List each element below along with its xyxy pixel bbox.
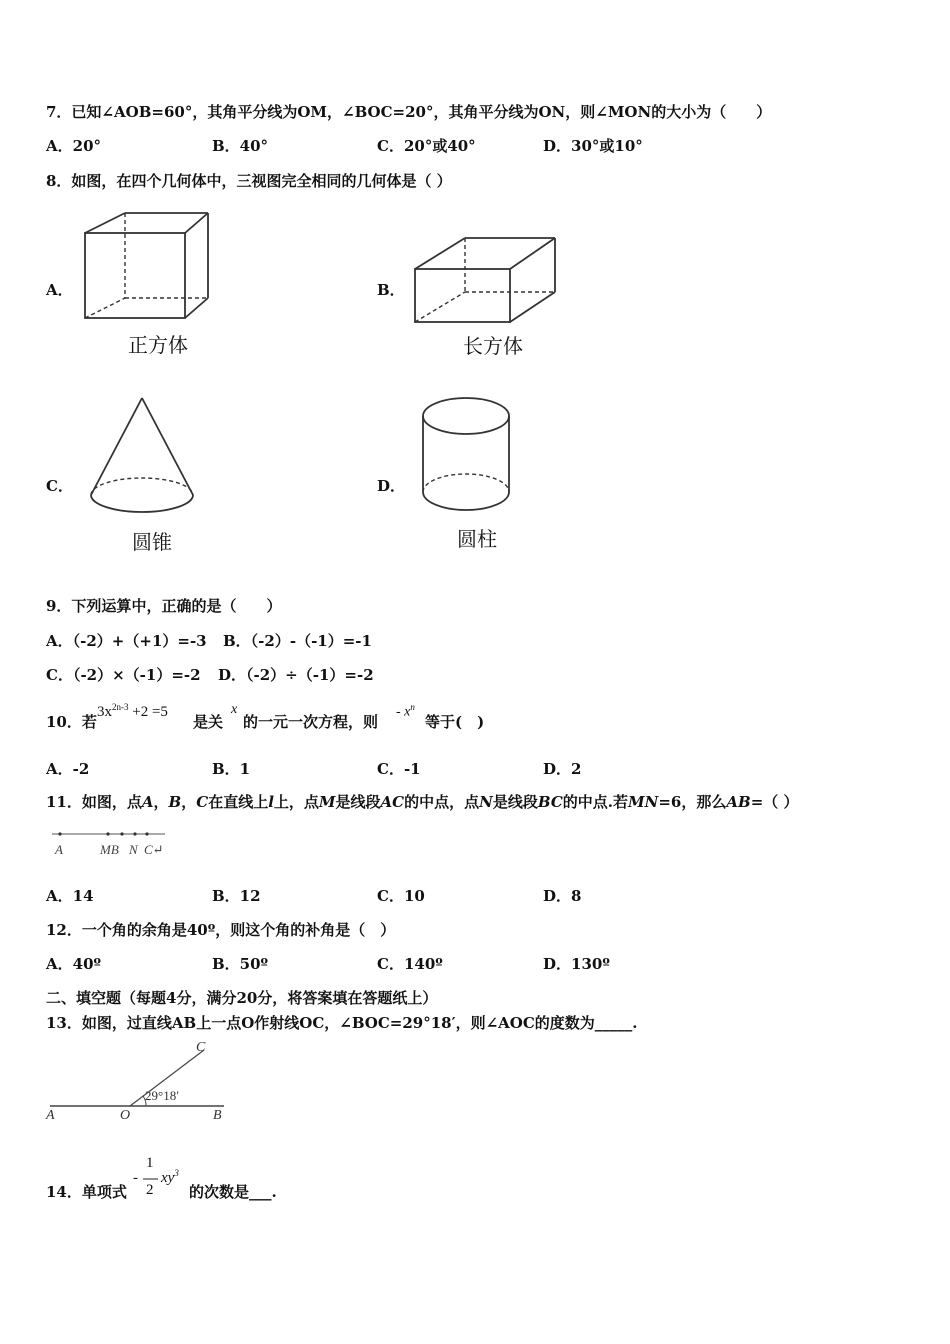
cone-figure (86, 395, 198, 520)
q10-option-b: B．1 (212, 760, 251, 778)
q13-angle-figure (46, 1040, 236, 1120)
q11-text (46, 792, 798, 812)
q11-t-d: B (168, 793, 182, 811)
q12-option-c: C．140º (377, 955, 443, 973)
q11-fig-label-a: A (55, 842, 63, 857)
q14-var-exp: 3 (174, 1168, 179, 1178)
q11-fig-label-n: N (129, 842, 138, 857)
q11-t-e: ， (181, 793, 197, 811)
q13-text: 13．如图，过直线AB上一点O作射线OC，∠BOC=29°18′，则∠AOC的度数为_____. (46, 1014, 638, 1032)
q11-t-g: 在直线上 (208, 793, 269, 811)
q9-text: 9．下列运算中，正确的是（ ） (46, 597, 282, 615)
q11-t-u: =（ ） (750, 793, 799, 811)
q10-eq-base: 3x (97, 704, 112, 720)
q10-equation (97, 702, 168, 721)
q11-option-c: C．10 (377, 887, 425, 905)
cylinder-figure (418, 394, 514, 519)
q13-fig-label-o: O (120, 1108, 131, 1123)
q12-option-a: A．40º (46, 955, 102, 973)
q11-t-h: l (268, 793, 274, 811)
q11-option-a: A．14 (46, 887, 94, 905)
q9-option-c: C．（-2）×（-1）=-2 (46, 666, 201, 684)
q7-option-b: B．40° (212, 137, 269, 155)
q13-fig-label-a: A (46, 1108, 55, 1123)
q14-fraction-bar (143, 1178, 159, 1180)
q11-t-m: 的中点，点 (404, 793, 480, 811)
q11-option-d: D．8 (543, 887, 582, 905)
q14-numerator: 1 (146, 1155, 154, 1171)
q8-label-b: B． (377, 281, 405, 299)
q11-t-c: ， (153, 793, 169, 811)
q9-option-a: A．（-2）+（+1）=-3 (46, 632, 207, 650)
q11-t-p: BC (537, 793, 563, 811)
q11-fig-label-mb: MB (100, 842, 119, 857)
q11-t-l: AC (380, 793, 405, 811)
q11-t-b: A (141, 793, 154, 811)
q11-t-r: MN (628, 793, 659, 811)
q8-caption-d: 圆柱 (457, 527, 497, 551)
q11-t-s: =6，那么 (658, 793, 727, 811)
q8-label-a: A． (46, 281, 73, 299)
q8-caption-b: 长方体 (463, 334, 523, 358)
q7-option-a: A．20° (46, 137, 102, 155)
q8-label-c: C． (46, 477, 73, 495)
q11-option-b: B．12 (212, 887, 261, 905)
q11-t-t: AB (726, 793, 751, 811)
q12-option-d: D．130º (543, 955, 610, 973)
q8-label-d: D． (377, 477, 406, 495)
q10-prefix: 10．若 (46, 713, 97, 731)
q11-t-q: 的中点.若 (562, 793, 629, 811)
q14-prefix: 14．单项式 (46, 1183, 127, 1201)
q8-caption-c: 圆锥 (132, 530, 172, 554)
q10-expr (396, 702, 415, 721)
q11-t-k: 是线段 (335, 793, 381, 811)
q10-suffix: 的一元一次方程，则 (243, 713, 379, 731)
cube-figure (80, 208, 220, 328)
q12-text: 12．一个角的余角是40º，则这个角的补角是（ ） (46, 921, 396, 939)
q11-t-j: M (318, 793, 336, 811)
q10-expr-exp: n (410, 702, 415, 712)
q11-t-n: N (479, 793, 493, 811)
q10-option-c: C．-1 (377, 760, 421, 778)
q11-fig-label-c: C↵ (144, 842, 164, 857)
q10-option-d: D．2 (543, 760, 582, 778)
q8-text: 8．如图，在四个几何体中，三视图完全相同的几何体是（ ） (46, 172, 452, 190)
q9-option-b: B．（-2）-（-1）=-1 (223, 632, 372, 650)
q10-var: x (231, 702, 238, 717)
q7-option-d: D．30°或10° (543, 137, 643, 155)
q13-angle-label: 29°18′ (145, 1088, 180, 1103)
q14-var-base: xy (161, 1170, 175, 1186)
q10-middle: 是关 (193, 713, 224, 731)
q11-t-f: C (196, 793, 209, 811)
q11-t-o: 是线段 (492, 793, 538, 811)
q7-text: 7．已知∠AOB=60°，其角平分线为OM，∠BOC=20°，其角平分线为ON，则∠MON的大小为（ ） (46, 103, 772, 121)
q13-fig-label-c: C (196, 1040, 206, 1055)
q14-denominator: 2 (146, 1182, 154, 1198)
q11-t-a: 11．如图，点 (46, 793, 142, 811)
q11-t-i: 上，点 (273, 793, 319, 811)
q10-eq-exp: 2n-3 (112, 702, 129, 712)
q10-expr-base: - x (396, 704, 411, 720)
q12-option-b: B．50º (212, 955, 269, 973)
q13-fig-label-b: B (213, 1108, 222, 1123)
q14-suffix: 的次数是___. (189, 1183, 277, 1201)
cuboid-figure (410, 234, 560, 329)
q9-option-d: D．（-2）÷（-1）=-2 (218, 666, 374, 684)
q8-caption-a: 正方体 (128, 333, 188, 357)
q14-minus: - (133, 1170, 138, 1186)
q10-option-a: A．-2 (46, 760, 90, 778)
q14-variable (161, 1168, 179, 1187)
section-2-heading: 二、填空题（每题4分，满分20分，将答案填在答题纸上） (46, 989, 438, 1007)
q7-option-c: C．20°或40° (377, 137, 476, 155)
q10-end: 等于( ) (425, 713, 485, 731)
q10-eq-rest: +2 =5 (132, 704, 168, 720)
